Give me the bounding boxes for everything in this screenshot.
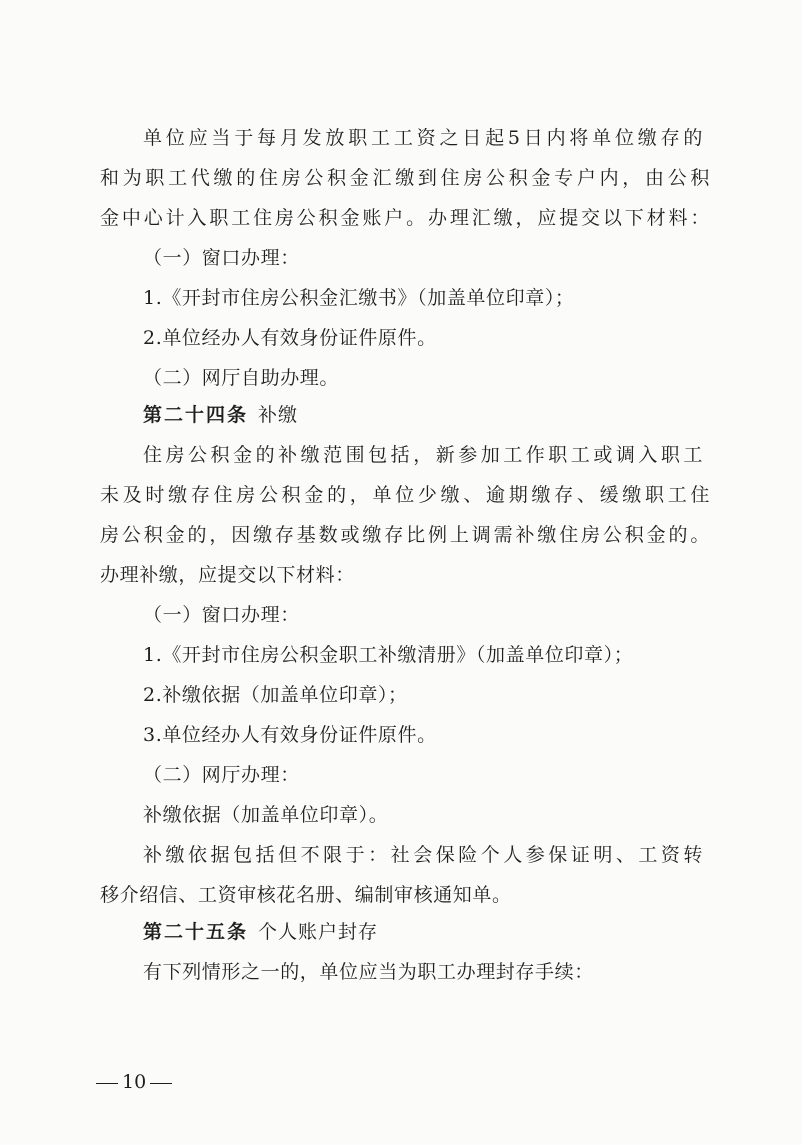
list-heading: （二）网厅办理： bbox=[143, 764, 300, 786]
article-heading bbox=[143, 403, 753, 427]
list-item: 2.单位经办人有效身份证件原件。 bbox=[143, 327, 437, 349]
list-item: 1.《开封市住房公积金职工补缴清册》（加盖单位印章）； bbox=[143, 644, 634, 666]
page-number-value: 10 bbox=[122, 1071, 147, 1093]
article-number: 第二十五条 bbox=[143, 921, 249, 943]
paragraph-line: 住房公积金的补缴范围包括，新参加工作职工或调入职工 bbox=[143, 444, 703, 466]
article-title: 个人账户封存 bbox=[258, 921, 379, 943]
page-number-dash-left bbox=[96, 1083, 118, 1084]
paragraph-line: 单位应当于每月发放职工工资之日起5日内将单位缴存的 bbox=[143, 127, 703, 149]
page-number bbox=[92, 1070, 176, 1094]
list-heading: （一）窗口办理： bbox=[143, 604, 300, 626]
article-title: 补缴 bbox=[258, 404, 299, 426]
list-heading: （二）网厅自助办理。 bbox=[143, 367, 340, 389]
article-heading bbox=[143, 920, 753, 944]
paragraph-line: 房公积金的，因缴存基数或缴存比例上调需补缴住房公积金的。 bbox=[100, 524, 710, 546]
list-heading: （一）窗口办理： bbox=[143, 247, 300, 269]
list-item: 1.《开封市住房公积金汇缴书》（加盖单位印章）； bbox=[143, 287, 575, 309]
page-number-dash-right bbox=[150, 1083, 172, 1084]
paragraph-line: 补缴依据包括但不限于：社会保险个人参保证明、工资转 bbox=[143, 844, 703, 866]
paragraph-line: 和为职工代缴的住房公积金汇缴到住房公积金专户内，由公积 bbox=[100, 167, 710, 189]
article-number: 第二十四条 bbox=[143, 404, 249, 426]
paragraph-line: 移介绍信、工资审核花名册、编制审核通知单。 bbox=[100, 884, 512, 906]
paragraph-line: 办理补缴，应提交以下材料： bbox=[100, 564, 355, 586]
paragraph-line: 金中心计入职工住房公积金账户。办理汇缴，应提交以下材料： bbox=[100, 207, 710, 229]
list-item: 2.补缴依据（加盖单位印章）； bbox=[143, 684, 408, 706]
paragraph-line: 有下列情形之一的，单位应当为职工办理封存手续： bbox=[143, 961, 594, 983]
paragraph-line: 补缴依据（加盖单位印章）。 bbox=[143, 804, 389, 826]
paragraph-line: 未及时缴存住房公积金的，单位少缴、逾期缴存、缓缴职工住 bbox=[100, 484, 710, 506]
list-item: 3.单位经办人有效身份证件原件。 bbox=[143, 724, 437, 746]
